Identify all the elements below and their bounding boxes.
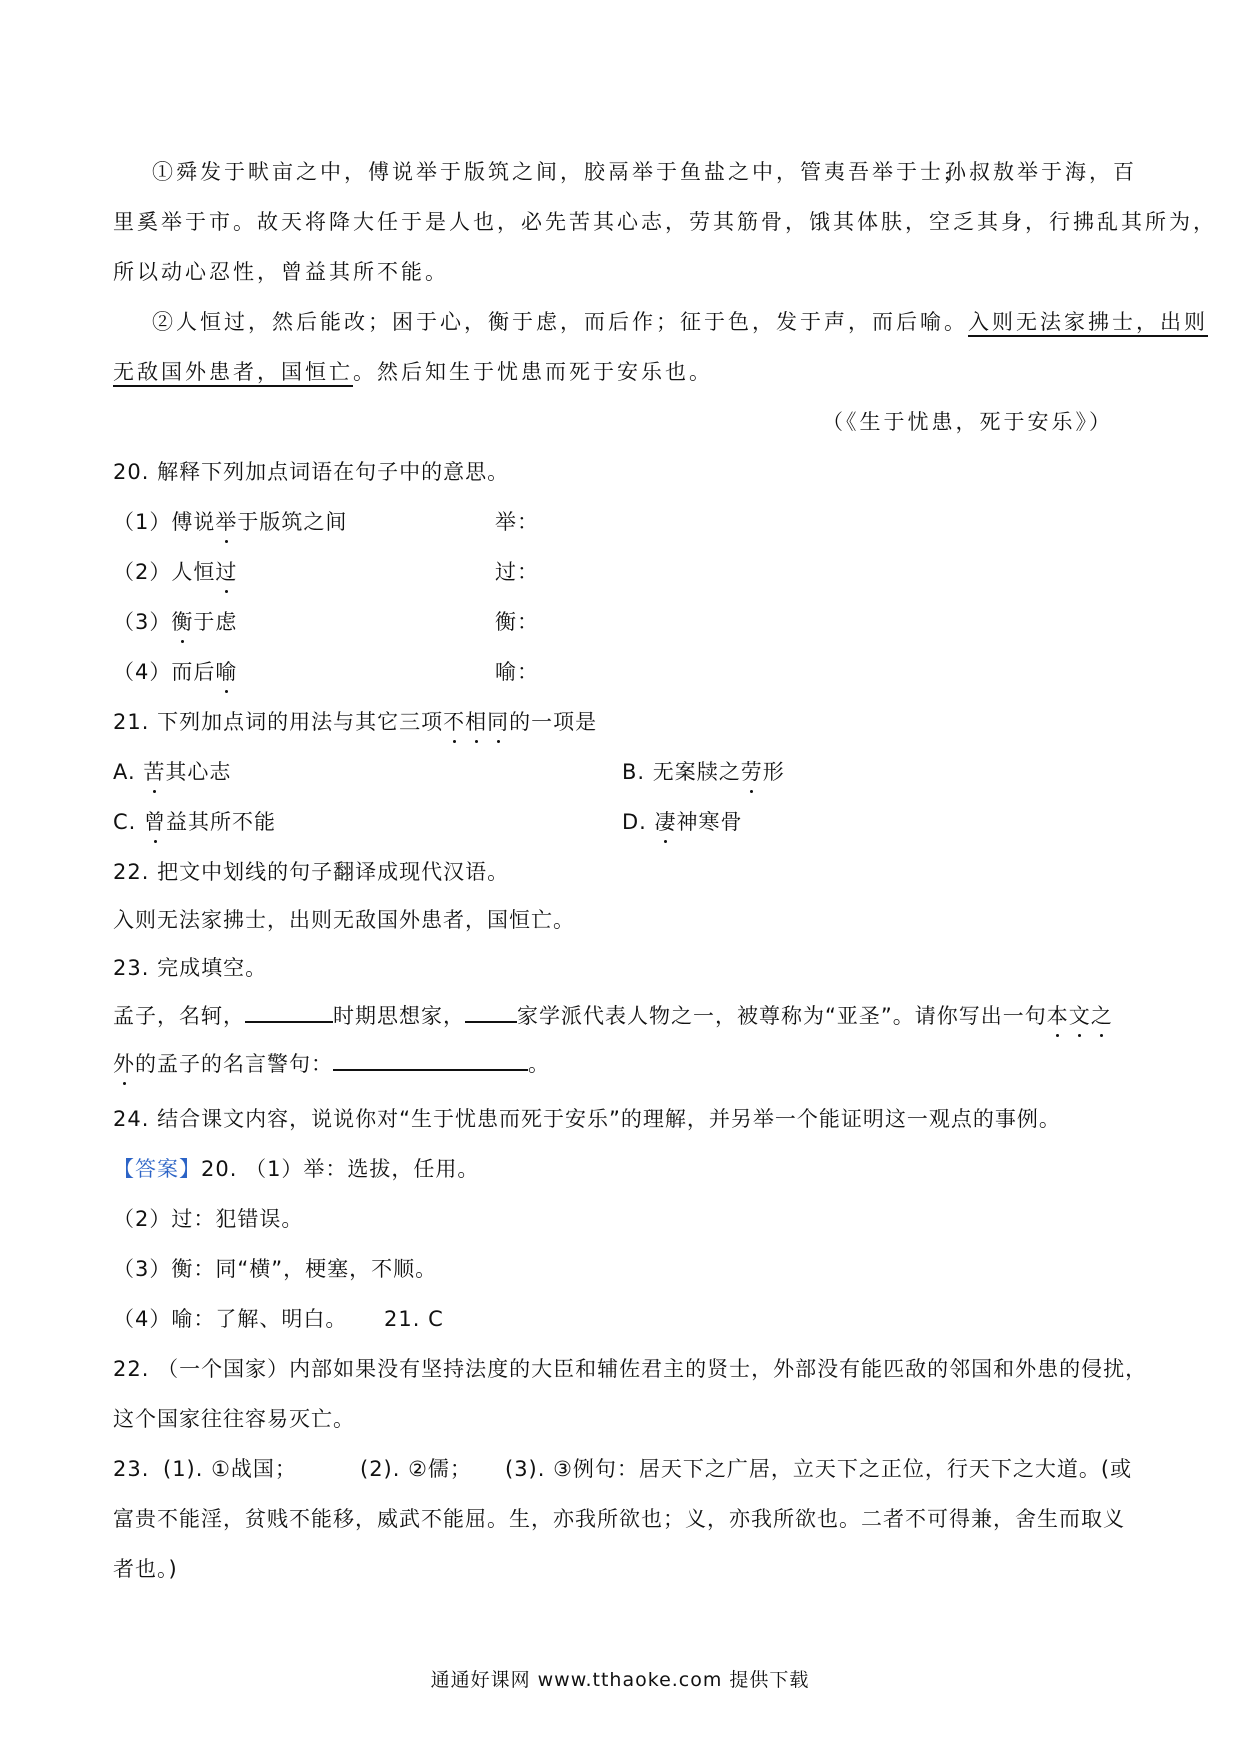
q20-answer-label: 衡： [495, 610, 539, 634]
passage-line [152, 307, 1208, 337]
dotted-word: 之 [1091, 1001, 1113, 1031]
dotted-word: 同 [487, 707, 509, 737]
dotted-word: 曾 [144, 807, 166, 837]
answer-23-num: 23. [113, 1457, 150, 1481]
dotted-word: 本 [1047, 1001, 1069, 1031]
passage-source [822, 407, 1113, 437]
answer-20-1: 【答案】20. （1）举：选拔，任用。 [113, 1157, 480, 1181]
fill-blank[interactable] [245, 999, 333, 1023]
q21-option-c: C. 曾益其所不能 [113, 807, 276, 837]
question-20-stem: 20. 解释下列加点词语在句子中的意思。 [113, 460, 510, 484]
passage-text: 所以动心忍性，曾益其所不能。 [113, 260, 449, 284]
dotted-word: 外 [113, 1049, 135, 1079]
dotted-word: 不 [443, 707, 465, 737]
question-23-line-2: 外的孟子的名言警句： 。 [113, 1047, 550, 1079]
passage-text: ①舜发于畎亩之中，傅说举于版筑之间，胶鬲举于鱼盐之中，管夷吾举于士， [152, 160, 968, 184]
q20-item: （2）人恒过 [113, 557, 237, 587]
question-22-sentence: 入则无法家拂士，出则无敌国外患者，国恒亡。 [113, 908, 575, 932]
underlined-sentence: 入则无法家拂士，出则 [968, 310, 1208, 334]
passage-text: 。然后知生于忧患而死于安乐也。 [353, 360, 713, 384]
q20-item: （1）傅说举于版筑之间 [113, 507, 347, 537]
answer-20-4: （4）喻：了解、明白。 [113, 1307, 348, 1331]
dotted-word: 苦 [143, 757, 165, 787]
dotted-word: 喻 [215, 657, 237, 687]
dotted-word: 劳 [741, 757, 763, 787]
passage-line [113, 207, 1217, 237]
dotted-word: 文 [1069, 1001, 1091, 1031]
passage-line [113, 357, 713, 387]
answer-23-line-2: 富贵不能淫，贫贱不能移，威武不能屈。生，亦我所欲也；义，亦我所欲也。二者不可得兼，舍生而取义 [113, 1507, 1125, 1531]
question-24-stem: 24. 结合课文内容，说说你对“生于忧患而死于安乐”的理解，并另举一个能证明这一观点的事例。 [113, 1107, 1061, 1131]
dotted-word: 衡 [171, 607, 193, 637]
question-22-stem: 22. 把文中划线的句子翻译成现代汉语。 [113, 860, 510, 884]
answer-23-line-3: 者也。) [113, 1557, 178, 1581]
page-footer [0, 1665, 1240, 1692]
question-21-stem: 21. 下列加点词的用法与其它三项不相同的一项是 [113, 707, 597, 737]
passage-text: ②人恒过，然后能改；困于心，衡于虑，而后作；征于色，发于声，而后喻。 [152, 310, 968, 334]
q21-option-d: D. 凄神寒骨 [622, 807, 743, 837]
fill-blank[interactable] [333, 1047, 528, 1071]
q20-answer-label: 喻： [495, 660, 539, 684]
q21-option-b: B. 无案牍之劳形 [622, 757, 785, 787]
answer-23-part-2: (2). ②儒； [360, 1457, 472, 1481]
underlined-sentence: 无敌国外患者，国恒亡 [113, 360, 353, 384]
answer-21: 21. C [384, 1307, 444, 1331]
q20-answer-label: 举： [495, 510, 539, 534]
answer-23-part-3: (3). ③例句：居天下之广居，立天下之正位，行天下之大道。(或 [505, 1457, 1133, 1481]
source-citation: （《生于忧患，死于安乐》） [822, 410, 1113, 434]
passage-line [152, 157, 968, 187]
footer-text: 通通好课网 www.tthaoke.com 提供下载 [430, 1669, 810, 1691]
passage-text: 孙叔敖举于海，百 [945, 160, 1137, 184]
question-23-line-1: 孟子，名轲， 时期思想家， 家学派代表人物之一，被尊称为“亚圣”。请你写出一句本文之 [113, 999, 1113, 1031]
dotted-word: 举 [215, 507, 237, 537]
answer-22-line-1: 22. （一个国家）内部如果没有坚持法度的大臣和辅佐君主的贤士，外部没有能匹敌的邻国和外患的侵扰， [113, 1357, 1148, 1381]
q21-option-a: A. 苦其心志 [113, 757, 231, 787]
passage-text: 里奚举于市。故天将降大任于是人也，必先苦其心志，劳其筋骨，饿其体肤，空乏其身，行拂乱其所为， [113, 210, 1217, 234]
question-23-stem: 23. 完成填空。 [113, 956, 268, 980]
dotted-word: 凄 [655, 807, 677, 837]
dotted-word: 相 [465, 707, 487, 737]
answer-20-3: （3）衡：同“横”，梗塞，不顺。 [113, 1257, 438, 1281]
passage-line [945, 157, 1137, 187]
answer-tag: 【答案】 [113, 1157, 201, 1181]
q20-item: （3）衡于虑 [113, 607, 237, 637]
fill-blank[interactable] [465, 999, 517, 1023]
answer-20-2: （2）过：犯错误。 [113, 1207, 304, 1231]
answer-22-line-2: 这个国家往往容易灭亡。 [113, 1407, 355, 1431]
q20-answer-label: 过： [495, 560, 539, 584]
passage-line [113, 257, 449, 287]
q20-item: （4）而后喻 [113, 657, 237, 687]
answer-23-part-1: (1). ①战国； [163, 1457, 297, 1481]
dotted-word: 过 [215, 557, 237, 587]
